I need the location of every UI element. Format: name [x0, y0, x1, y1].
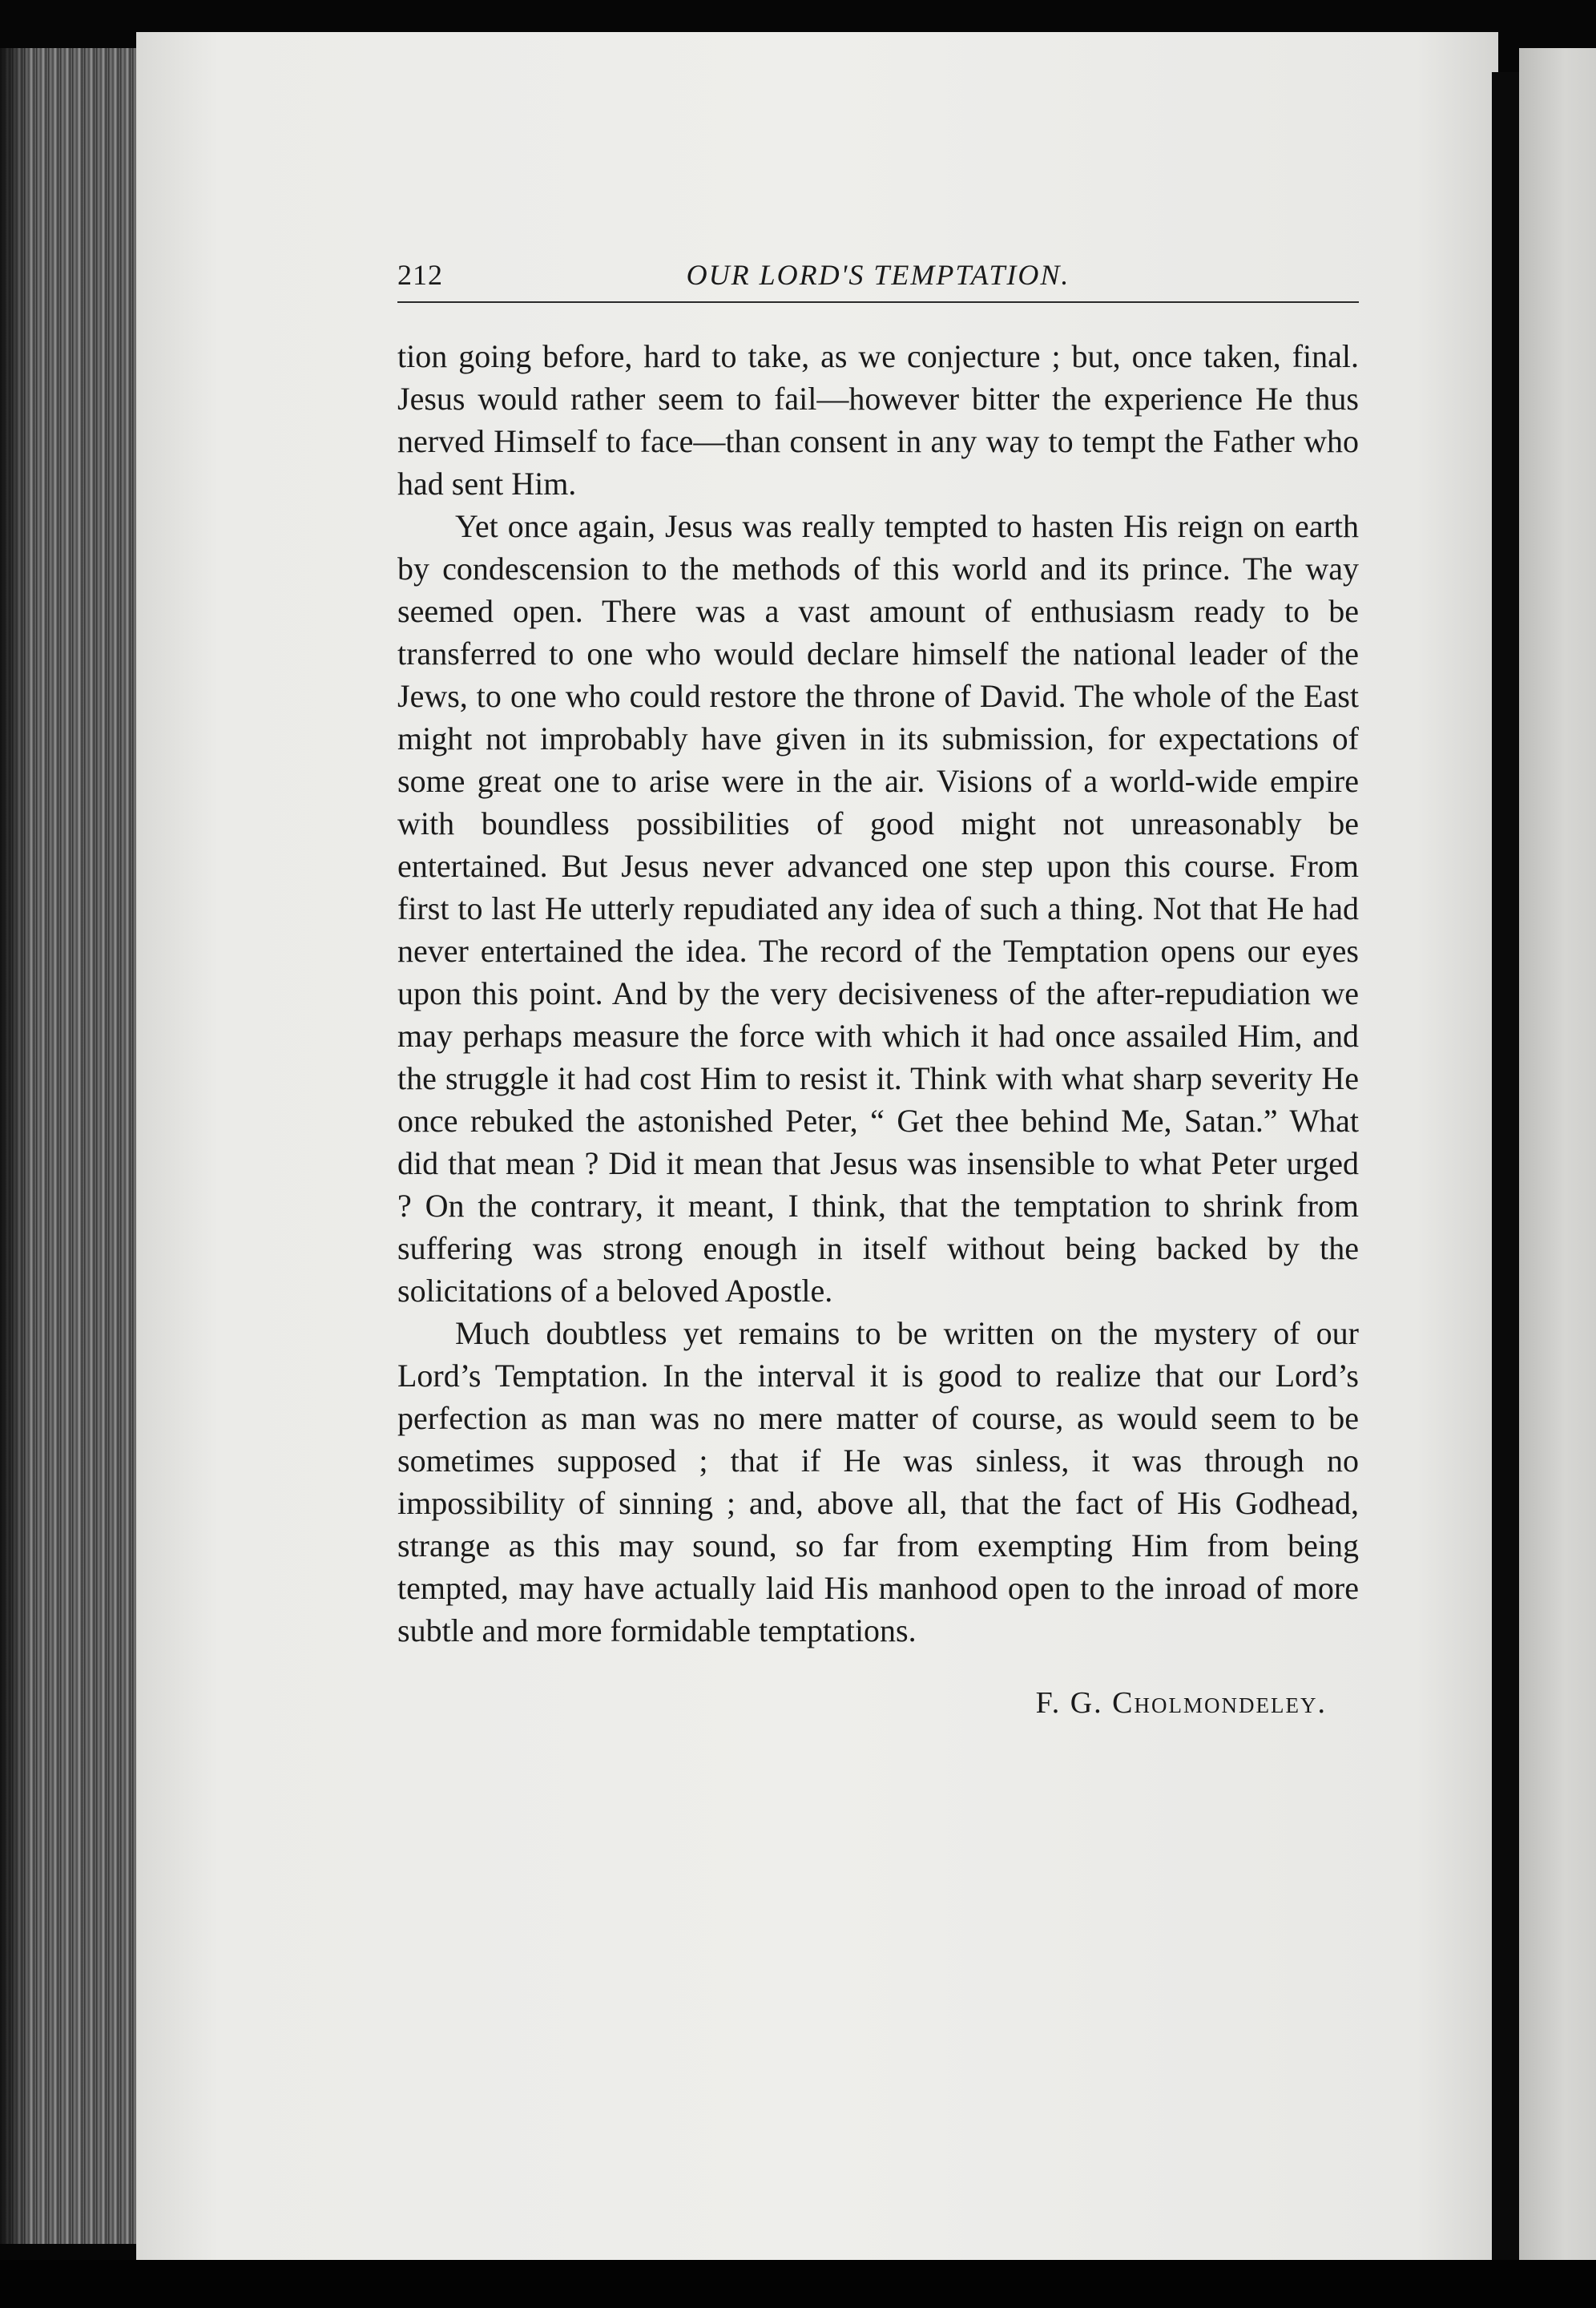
header-rule — [397, 301, 1359, 303]
gutter-shadow — [1492, 72, 1519, 2260]
running-head — [397, 253, 1359, 301]
author-signature: F. G. Cholmondeley. — [1035, 1686, 1327, 1720]
paragraph-2: Yet once again, Jesus was really tempted to hasten His reign on earth by condescension to the methods of this world and its prince. The way seemed open. There was a vast amount of enthusiasm ready to be transferred to one who would declare himself the national leader of the Jews, to one who could restore the throne of David. The whole of the East might not improbably have given in its submission, for expectations of some great one to arise were in the air. Visions of a world-wide empire with boundless possibilities of good might not unreasonably be entertained. But Jesus never advanced one step upon this course. From first to last He utterly repudiated any idea of such a thing. Not that He had never entertained the idea. The record of the Temptation opens our eyes upon this point. And by the very decisiveness of the after-repudiation we may perhaps measure the force with which it had once assailed Him, and the struggle it had cost Him to resist it. Think with what sharp severity He once rebuked the astonished Peter, “ Get thee behind Me, Satan.” What did that mean ? Did it mean that Jesus was insensible to what Peter urged ? On the contrary, it meant, I think, that the temptation to shrink from suffering was strong enough in itself without being backed by the solicitations of a beloved Apostle. — [397, 508, 1359, 1309]
paragraph-1: tion going before, hard to take, as we conjecture ; but, once taken, final. Jesus would rather seem to fail—however bitter the experience He thus nerved Himself to face—than consent in any way to tempt the Father who had sent Him. — [397, 338, 1359, 502]
page-number: 212 — [397, 259, 443, 291]
paragraph-3: Much doubtless yet remains to be written on the mystery of our Lord’s Temptation. In the interval it is good to realize that our Lord’s perfection as man was no mere matter of course, as would seem to be sometimes supposed ; that if He was sinless, it was through no impossibility of sinning ; and, above all, that the fact of His Godhead, strange as this may sound, so far from exempting Him from being tempted, may have actually laid His manhood open to the inroad of more subtle and more formidable temptations. — [397, 1315, 1359, 1648]
running-head-title: OUR LORD'S TEMPTATION. — [686, 259, 1070, 291]
book-page-edges — [0, 48, 152, 2244]
facing-page-edge — [1519, 48, 1596, 2260]
edge-shadow — [0, 48, 32, 2244]
scan-border — [0, 2260, 1596, 2308]
page-content — [397, 253, 1359, 1721]
